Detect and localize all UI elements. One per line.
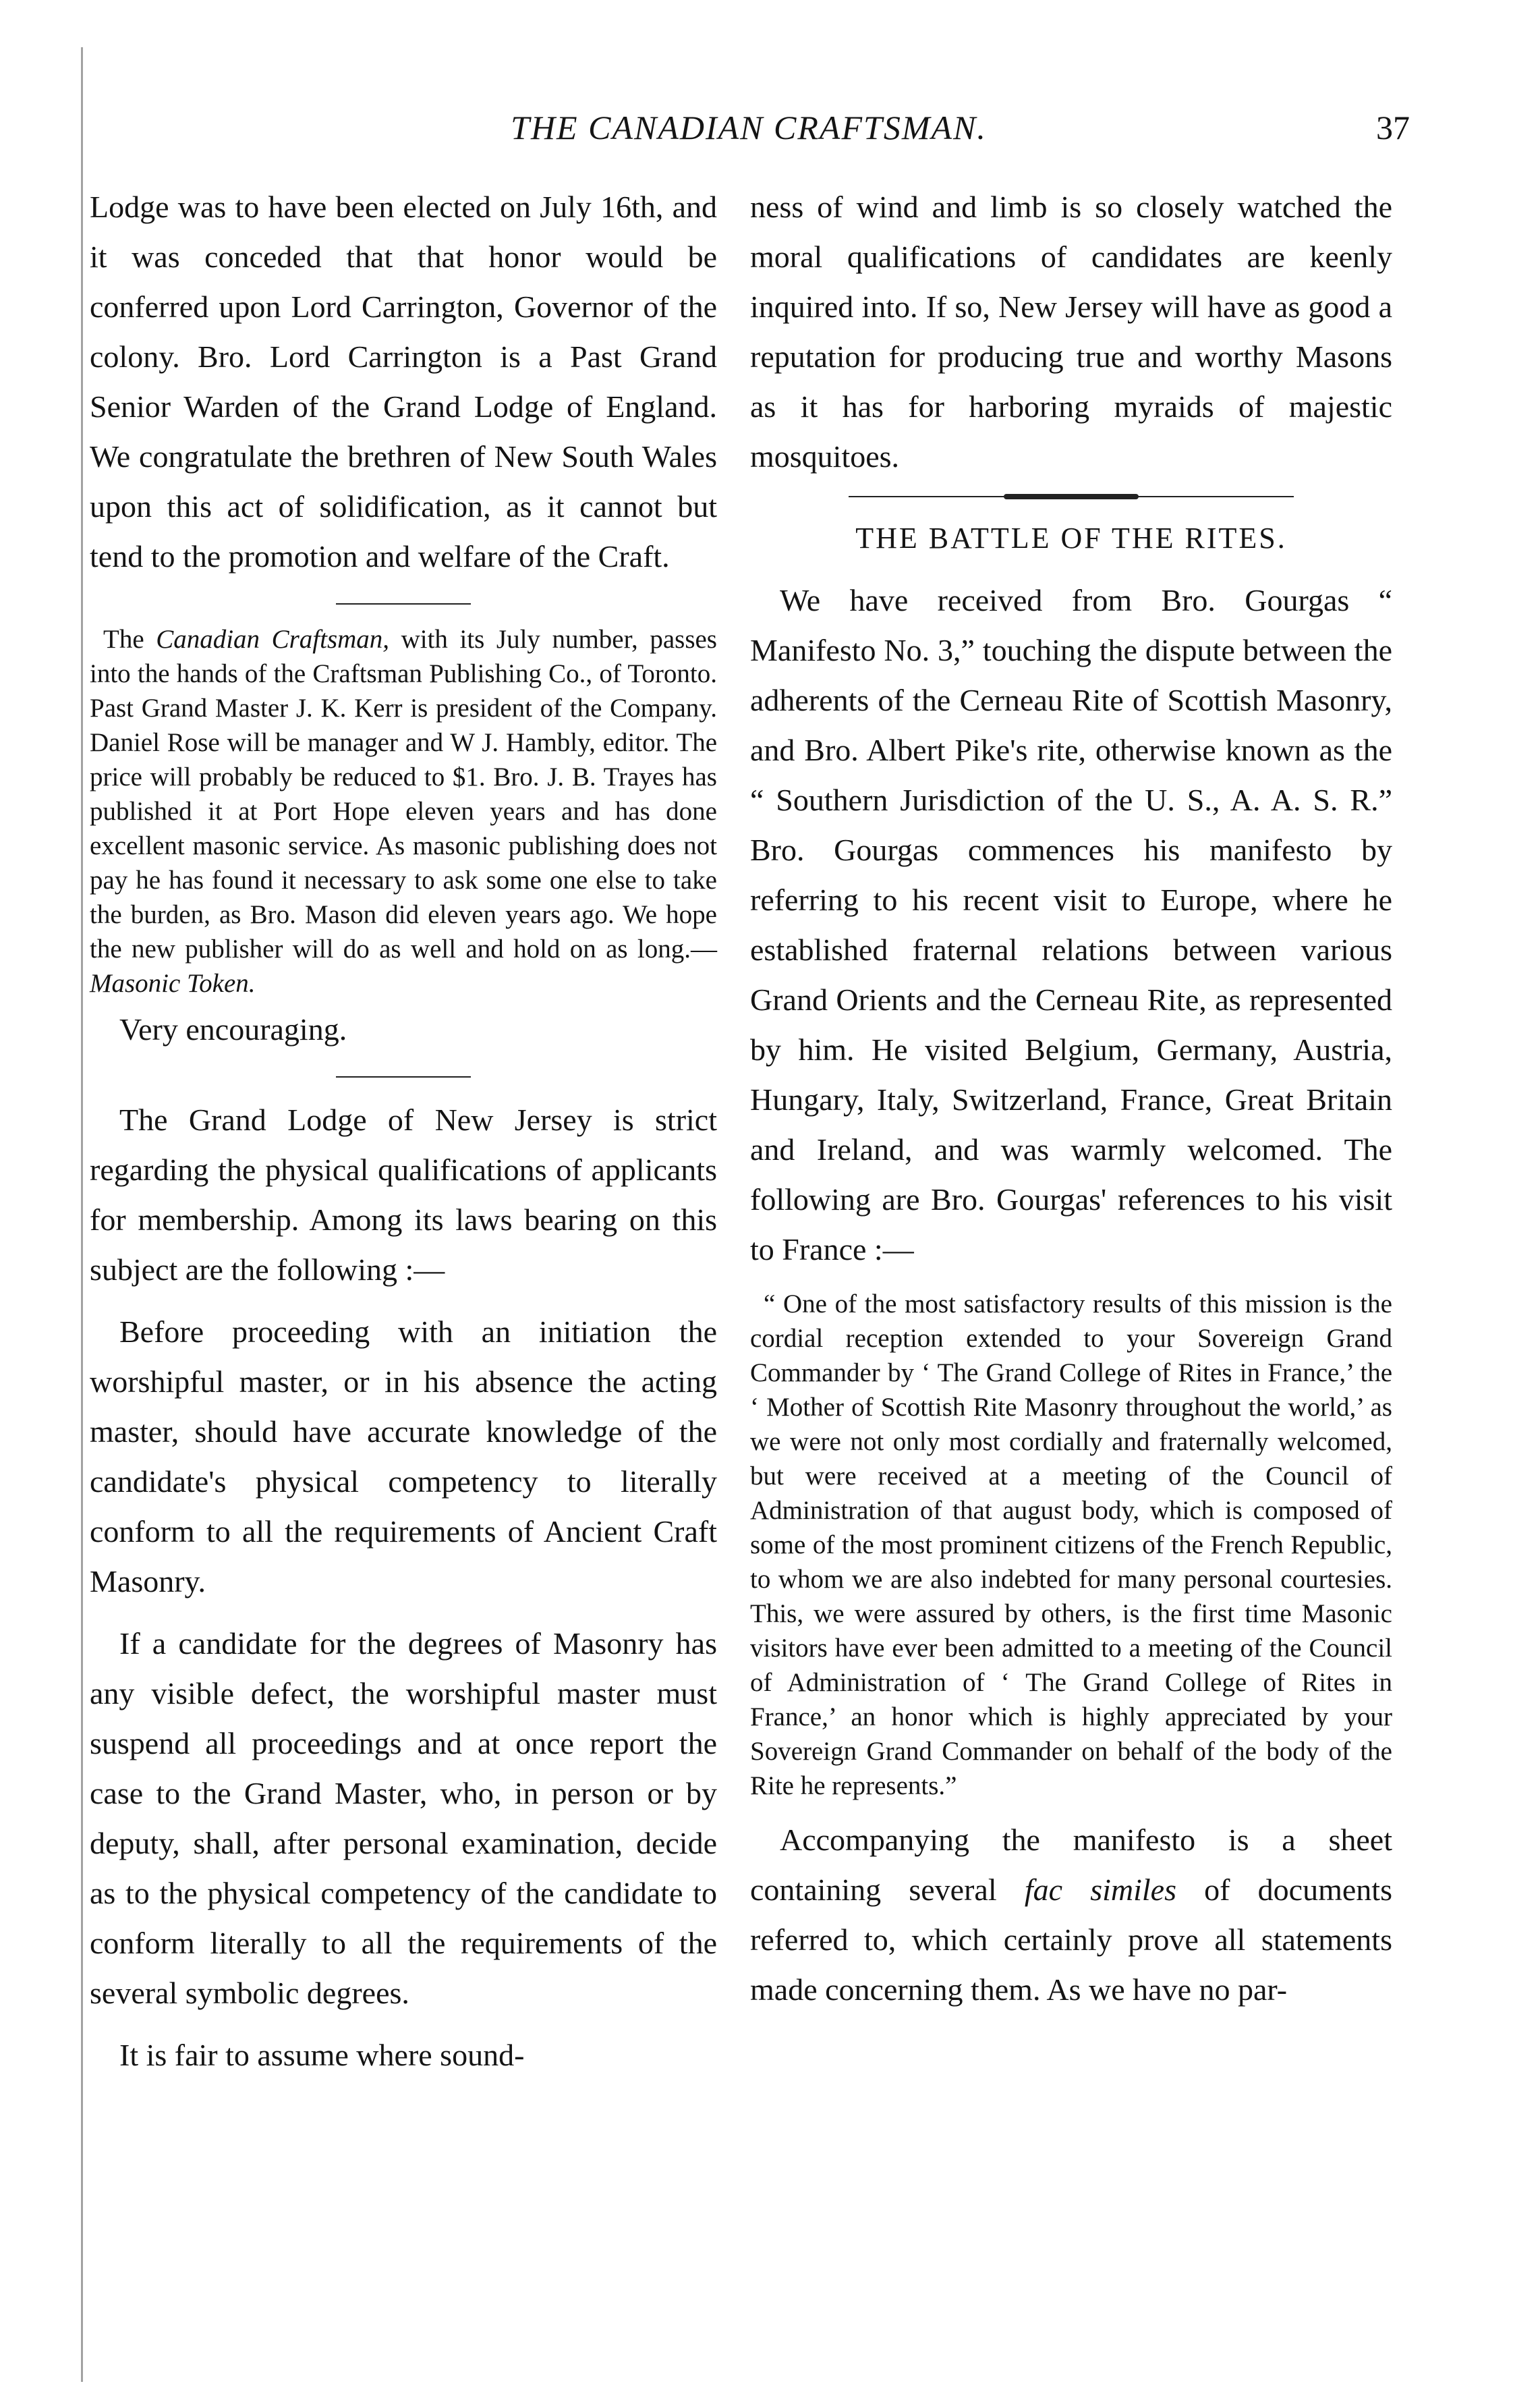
paragraph-new-south-wales: Lodge was to have been elected on July 16th, and it was conceded that that honor would be conferred upon Lord Carrington, Governor of the colony. Bro. Lord Carrington is a Past Grand Senior Warden of the Grand Lodge of England. We congratulate the brethren of New South Wales upon this act of solidification, as it cannot but tend to the promotion and welfare of the Craft. bbox=[90, 190, 717, 574]
fac-similes-text-start: Accompanying the manifesto is a sheet containing several bbox=[750, 1823, 1392, 1907]
quoted-notice-craftsman bbox=[90, 622, 717, 1001]
page-header bbox=[88, 108, 1410, 162]
publication-title: THE CANADIAN CRAFTSMAN. bbox=[511, 109, 987, 146]
paragraph-candidate-defect: If a candidate for the degrees of Masonry has any visible defect, the worshipful master must suspend all proceedings and at once report the case to the Grand Master, who, in person or by deputy, shall, after personal examination, decide as to the physical competency of the candidate to conform literally to all the requirements of the several symbolic degrees. bbox=[90, 1626, 717, 2010]
quoted-manifesto-excerpt: “ One of the most satisfactory results of this mission is the cordial reception extended to your Sovereign Grand Commander by ‘ The Grand College of Rites in France,’ the ‘ Mother of Scottish Rite Masonry throughout the world,’ as we were not only most cordially and fraternally welcomed, but were received at a meeting of the Council of Administration of that august body, which is composed of some of the most prominent citizens of the French Republic, to whom we are also indebted for many personal courtesies. This, we were assured by others, is the first time Masonic visitors have ever been admitted to a meeting of the Council of Administration of ‘ The Grand College of Rites in France,’ an honor which is highly appreciated by your Sovereign Grand Commander on behalf of the body of the Rite he represents.” bbox=[750, 1289, 1392, 1800]
section-divider bbox=[336, 603, 471, 605]
paragraph-initiation-rule: Before proceeding with an initiation the worshipful master, or in his absence the acting master, should have accurate knowledge of the candidate's physical competency to literally conform to all the requirements of Ancient Craft Masonry. bbox=[90, 1314, 717, 1598]
editorial-comment: Very encouraging. bbox=[119, 1012, 347, 1047]
quote-text-start: The bbox=[103, 625, 156, 654]
page-number: 37 bbox=[1376, 109, 1410, 146]
section-divider bbox=[336, 1076, 471, 1078]
paragraph-continuation: ness of wind and limb is so closely watched the moral qualifications of candidates are keenly inquired into. If so, New Jersey will have as good a reputation for producing true and worthy Masons as it has for harboring myraids of majestic mosquitoes. bbox=[750, 190, 1392, 474]
article-heading: THE BATTLE OF THE RITES. bbox=[855, 522, 1287, 555]
paragraph-new-jersey-intro: The Grand Lodge of New Jersey is strict regarding the physical qualifications of applicants for membership. Among its laws bearing on this subject are the following :— bbox=[90, 1103, 717, 1287]
paragraph-manifesto: We have received from Bro. Gourgas “ Manifesto No. 3,” touching the dispute between the adherents of the Cerneau Rite of Scottish Masonry, and Bro. Albert Pike's rite, otherwise known as the “ Southern Jurisdiction of the U. S., A. A. S. R.” Bro. Gourgas commences his manifesto by referring to his recent visit to Europe, where he established fraternal relations between various Grand Orients and the Cerneau Rite, as represented by him. He visited Belgium, Germany, Austria, Hungary, Italy, Switzerland, France, Great Britain and Ireland, and was warmly welcomed. The following are Bro. Gourgas' references to his visit to France :— bbox=[750, 583, 1392, 1267]
paragraph-fair-to-assume: It is fair to assume where sound- bbox=[119, 2038, 525, 2072]
right-column bbox=[750, 182, 1392, 2015]
fac-similes-text-end: of documents referred to, which certainly prove all statements made concerning them. As we have no par- bbox=[750, 1872, 1392, 2007]
quote-source: Masonic Token. bbox=[90, 969, 256, 998]
left-column bbox=[90, 182, 717, 2080]
quote-publication-name: Canadian Craftsman, bbox=[156, 625, 390, 654]
quote-text-body: with its July number, passes into the hands of the Craftsman Publishing Co., of Toronto. Past Grand Master J. K. Kerr is president of the Company. Daniel Rose will be manager and W J. Hambly, editor. The price will probably be reduced to $1. Bro. J. B. Trayes has published it at Port Hope eleven years and has done excellent masonic service. As masonic publishing does not pay he has found it necessary to ask some one else to take the burden, as Bro. Mason did eleven years ago. We hope the new publisher will do as well and hold on as long.— bbox=[90, 625, 717, 964]
fac-similes-term: fac similes bbox=[1024, 1872, 1176, 1907]
ornamental-divider bbox=[849, 495, 1294, 498]
paragraph-fac-similes bbox=[750, 1815, 1392, 2015]
margin-line bbox=[81, 47, 83, 2382]
